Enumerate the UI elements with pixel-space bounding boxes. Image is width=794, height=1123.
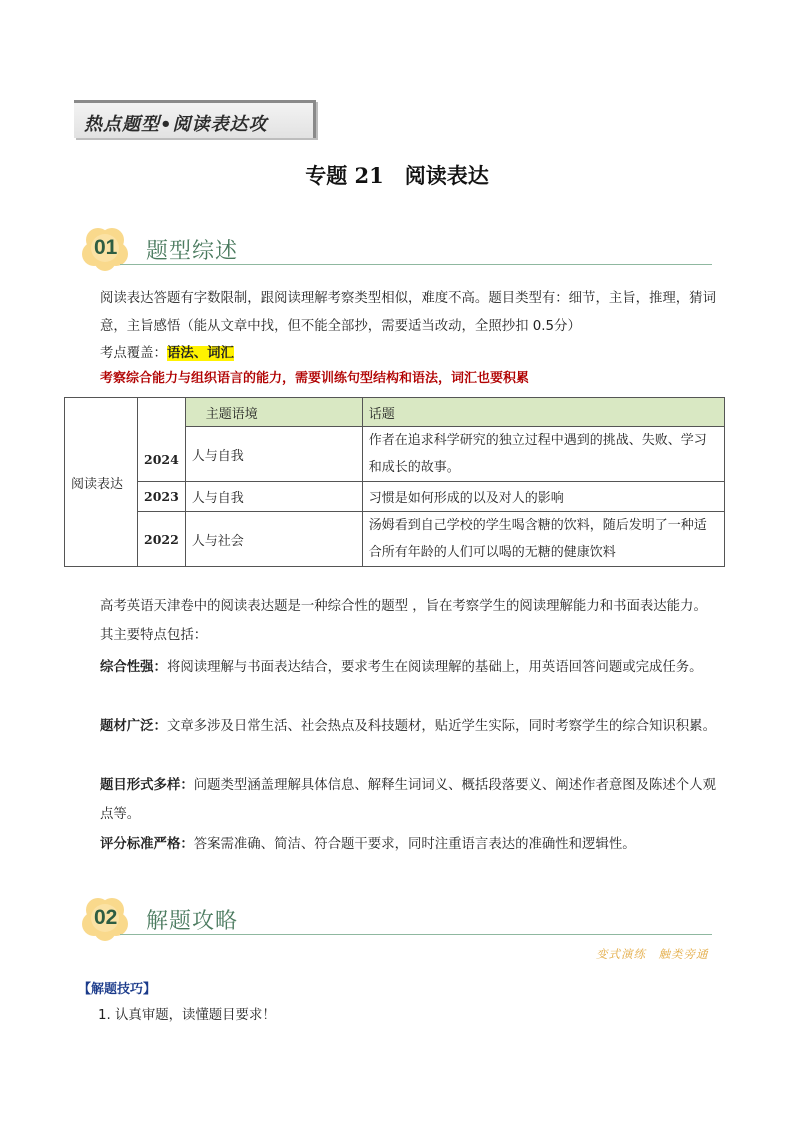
table-header-topic: 话题 xyxy=(362,398,724,427)
header-tag xyxy=(74,100,316,138)
feature-text: 答案需准确、简洁、符合题干要求，同时注重语言表达的准确性和逻辑性。 xyxy=(193,837,636,852)
tips-label: 【解题技巧】 xyxy=(78,982,157,997)
table-context: 人与自我 xyxy=(185,427,362,482)
page-title: 专题 21 阅读表达 xyxy=(305,163,489,188)
table-topic: 习惯是如何形成的以及对人的影响 xyxy=(362,482,724,512)
feature-item xyxy=(100,771,720,829)
table-year: 2022 xyxy=(138,512,186,567)
feature-text: 文章多涉及日常生活、社会热点及科技题材，贴近学生实际，同时考察学生的综合知识积累。 xyxy=(166,719,716,734)
overview-note: 考察综合能力与组织语言的能力，需要训练句型结构和语法，词汇也要积累 xyxy=(100,371,530,386)
feature-label: 评分标准严格： xyxy=(100,837,194,852)
section-number: 02 xyxy=(94,906,118,929)
table-header-context: 主题语境 xyxy=(185,398,362,427)
section-tagline: 变式演练 触类旁通 xyxy=(596,947,709,961)
table-context: 人与社会 xyxy=(185,512,362,567)
section-title: 题型综述 xyxy=(146,239,239,264)
feature-label: 综合性强： xyxy=(100,660,167,675)
table-row xyxy=(65,512,725,567)
coverage-highlight: 语法、词汇 xyxy=(166,346,234,361)
table-category-cell: 阅读表达 xyxy=(65,398,138,567)
table-year: 2024 xyxy=(138,427,186,482)
header-tag-text: 热点题型•阅读表达攻 xyxy=(84,114,268,135)
section-divider xyxy=(120,934,712,935)
section-title: 解题攻略 xyxy=(146,909,239,934)
feature-text: 将阅读理解与书面表达结合，要求考生在阅读理解的基础上，用英语回答问题或完成任务。 xyxy=(166,660,703,675)
feature-item xyxy=(100,712,720,741)
feature-label: 题目形式多样： xyxy=(100,778,194,793)
features-intro: 高考英语天津卷中的阅读表达题是一种综合性的题型 ，旨在考察学生的阅读理解能力和书面表达能力。其主要特点包括： xyxy=(100,599,707,643)
coverage-line xyxy=(100,340,234,368)
section-header-01 xyxy=(80,226,712,276)
table-topic: 汤姆看到自己学校的学生喝含糖的饮料，随后发明了一种适合所有年龄的人们可以喝的无糖的健康饮料 xyxy=(362,512,724,567)
table-year: 2023 xyxy=(138,482,186,512)
table-header-row xyxy=(65,398,725,427)
section-divider xyxy=(120,264,712,265)
feature-label: 题材广泛： xyxy=(100,719,167,734)
overview-intro: 阅读表达答题有字数限制，跟阅读理解考察类型相似，难度不高。题目类型有：细节，主旨，推理，猜词意，主旨感悟（能从文章中找，但不能全部抄，需要适当改动，全照抄扣 0.5分） xyxy=(100,291,716,334)
table-row xyxy=(65,482,725,512)
section-number: 01 xyxy=(94,236,118,259)
feature-item xyxy=(100,653,720,682)
feature-text: 问题类型涵盖理解具体信息、解释生词词义、概括段落要义、阐述作者意图及陈述个人观点等。 xyxy=(100,778,716,822)
table-topic: 作者在追求科学研究的独立过程中遇到的挑战、失败、学习和成长的故事。 xyxy=(362,427,724,482)
table-context: 人与自我 xyxy=(185,482,362,512)
feature-item xyxy=(100,830,720,859)
table-row xyxy=(65,427,725,482)
topic-table xyxy=(64,397,725,567)
section-header-02 xyxy=(80,896,712,946)
tip-item: 1. 认真审题，读懂题目要求！ xyxy=(98,1008,276,1023)
coverage-label: 考点覆盖： xyxy=(100,346,167,361)
